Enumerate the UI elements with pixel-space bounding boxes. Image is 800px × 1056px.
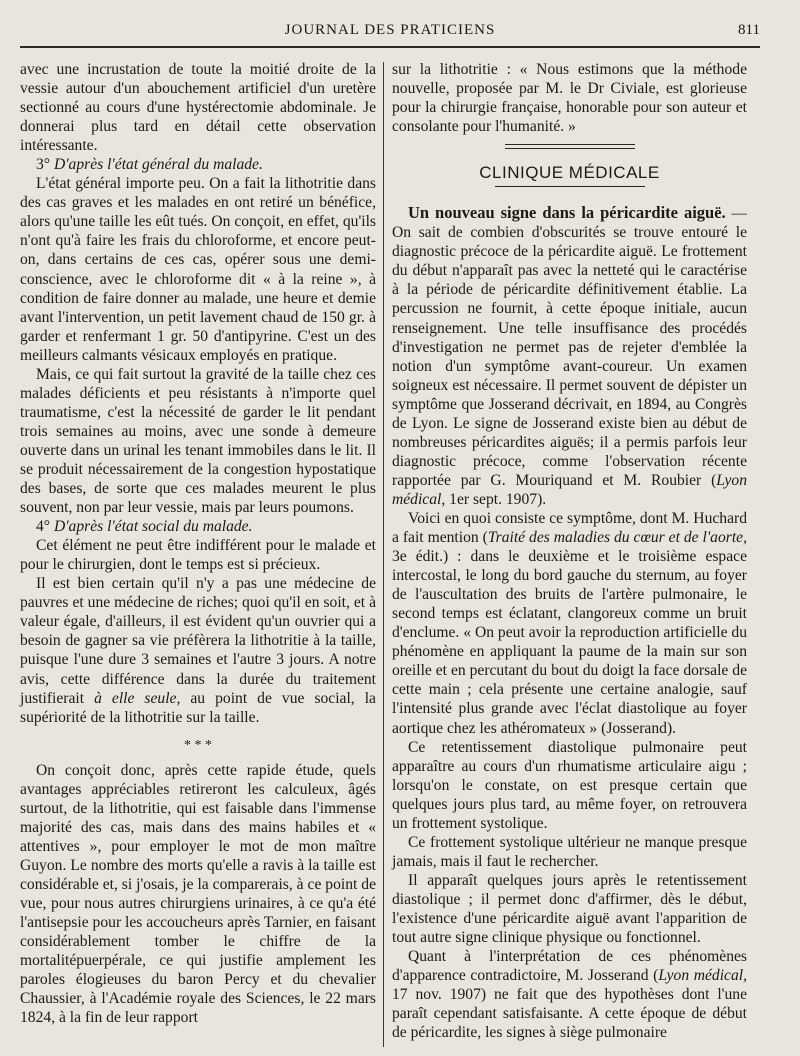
right-column: [392, 60, 747, 1042]
paragraph: avec une incrustation de toute la moitié droite de la vessie autour d'un abouchement artificiel d'un uretère sectionné au cours d'une hystérectomie abdominale. Je donnerai plus tard en détail cette observation intéressante.: [20, 61, 376, 155]
text-run: au point de vue social, la supériorité de la lithotritie sur la taille.: [20, 689, 376, 726]
article-title: Un nouveau signe dans la péricardite aiguë.: [408, 203, 726, 223]
text-run: Voici en quoi consiste ce symptôme, dont M. Huchard a fait mention (: [392, 509, 747, 547]
text-run: 3e édit.) : dans le deuxième et le troisième espace intercostal, le long du bord gauche du sternum, au foyer de l'auscultation des bruits de l'artère pulmonaire, le second temps est éclatant, clangoreux comme un bruit d'enclume. « On peut avoir la reproduction artificielle du phénomène en appliquant la paume de la main sur son oreille et en percutant du bout du doigt la face dorsale de cette main ; cela présente une certaine analogie, sauf l'intensité plus grande avec l'éclat diastolique au foyer aortique chez les athéromateux » (Josserand).: [392, 548, 747, 737]
paragraph: Mais, ce qui fait surtout la gravité de la taille chez ces malades déficients et peu résistants à n'importe quel traumatisme, c'est la nécessité de garder le lit pendant trois semaines au moins, avec une sonde à demeure ouverte dans un urinal les tenant immobiles dans le lit. Il se produit nécessairement de la congestion hypostatique des bases, de sorte que ces malades meurent le plus souvent, non par leur vessie, mais par leurs poumons.: [20, 365, 376, 517]
paragraph: sur la lithotritie : « Nous estimons que la méthode nouvelle, proposée par M. le Dr Civiale, est glorieuse pour la chirurgie française, honorable pour son auteur et consolante pour l'humanité. »: [392, 61, 747, 136]
text-run: 1er sept. 1907).: [445, 490, 547, 508]
subsection-heading: [20, 517, 376, 536]
section-rule: [505, 144, 635, 149]
italic-run: Lyon médical,: [658, 967, 748, 985]
paragraph: [392, 947, 747, 1042]
left-column: [20, 60, 376, 1027]
section-rule: [495, 186, 645, 187]
subsection-heading: [20, 155, 376, 174]
heading-text: D'après l'état social du malade.: [53, 518, 253, 536]
text-run: Quant à l'interprétation de ces phénomènes d'apparence contradictoire, M. Josserand (: [392, 948, 747, 985]
paragraph: Il apparaît quelques jours après le retentissement diastolique ; il permet donc d'affirmer, dès le début, l'existence d'une péricardite aiguë avant l'apparition de tout autre signe clinique physique ou fonctionnel.: [392, 871, 747, 947]
text-run: Il est bien certain qu'il n'y a pas une médecine de pauvres et une médecine de riches; quoi qu'il en soit, et à valeur égale, d'ailleurs, il est évident qu'un ouvrier qui a besoin de gagner sa vie préfèrera la lithotritie à la taille, puisque l'une dure 3 semaines et l'autre 3 jours. A notre avis, cette différence dans la durée du traitement justifierait: [20, 575, 376, 707]
paragraph: Ce frottement systolique ultérieur ne manque presque jamais, mais il faut le rechercher.: [392, 833, 747, 870]
heading-number: 4°: [36, 518, 51, 536]
paragraph: Cet élément ne peut être indifférent pour le malade et pour le chirurgien, dont le temps est si précieux.: [20, 537, 376, 574]
section-break-asterism: * * *: [184, 737, 212, 753]
text-run: 17 nov. 1907) ne fait que des hypothèses dont l'une paraît cependant satisfaisante. A cette époque de début de péricardite, les signes à siège pulmonaire: [392, 986, 747, 1042]
article-lead: [392, 203, 747, 509]
running-header: [20, 18, 760, 48]
section-title: CLINIQUE MÉDICALE: [479, 163, 660, 183]
paragraph: L'état général importe peu. On a fait la lithotritie dans des cas graves et les malades en ont retiré un bénéfice, alors qu'une taille les eût tués. On conçoit, en effet, qu'ils n'ont qu'à faire les frais du chloroforme, et encore peut-on, dans certains de ces cas, opérer sous une demi-conscience, avec le chloroforme dit « à la reine », à condition de faire donner au malade, une heure et demie avant l'intervention, un petit lavement chaud de 150 gr. à garder et renfermant 1 gr. 50 d'antipyrine. C'est un des meilleurs calmants vésicaux employés en pratique.: [20, 175, 376, 364]
text-run: — On sait de combien d'obscurités se trouve entouré le diagnostic précoce de la péricardite aiguë. Le frottement du début n'apparaît pas avec la netteté qui le caractérise à la période de péricardite définitivement établie. La percussion ne fournit, à cette époque initiale, aucun renseignement. Une telle insuffisance des procédés d'investigation ne permet pas de rejeter d'emblée la notion d'un symptôme avant-coureur. Un examen soigneux est nécessaire. Il permet souvent de dépister un symptôme que Josserand décrivait, en 1894, au Congrès de Lyon. Le signe de Josserand existe bien au début de nombreuses péricardites aiguës; il a permis parfois leur diagnostic précoce, comme l'observation récente rapportée par G. Mouriquand et M. Roubier (: [392, 205, 747, 489]
italic-run: à elle seule,: [94, 689, 181, 707]
heading-number: 3°: [36, 156, 51, 174]
paragraph: On conçoit donc, après cette rapide étude, quels avantages appréciables retireront les calculeux, âgés surtout, de la lithotritie, qui est faisable dans l'immense majorité des cas, mais dans des mains habiles et « attentives », pour employer le mot de mon maître Guyon. Le nombre des morts qu'elle a ravis à la taille est considérable et, si j'osais, je la comparerais, à ce point de vue, pour nous autres chirurgiens urinaires, à ce qu'a été l'antisepsie pour les accoucheurs après Tarnier, en faisant considérablement tomber le chiffre de la mortalitépuerpérale, ce qui justifie amplement les paroles élogieuses du baron Percy et du chevalier Chaussier, à l'Académie royale des Sciences, le 22 mars 1824, à la fin de leur rapport: [20, 761, 376, 1027]
journal-title: JOURNAL DES PRATICIENS: [284, 22, 496, 38]
paragraph: [20, 574, 376, 726]
heading-text: D'après l'état général du malade.: [53, 156, 263, 174]
paragraph: Ce retentissement diastolique pulmonaire peut apparaître au cours d'un rhumatisme articulaire aigu ; lorsqu'on le constate, on est presque certain que quelques jours plus tard, au même foyer, on retrouvera un frottement systolique.: [392, 738, 747, 832]
paragraph: [392, 509, 747, 738]
column-divider: [383, 62, 384, 1047]
italic-run: Traité des maladies du cœur et de l'aorte,: [487, 529, 747, 547]
italic-run: Lyon médical,: [392, 471, 747, 508]
page-number: 811: [738, 22, 760, 38]
